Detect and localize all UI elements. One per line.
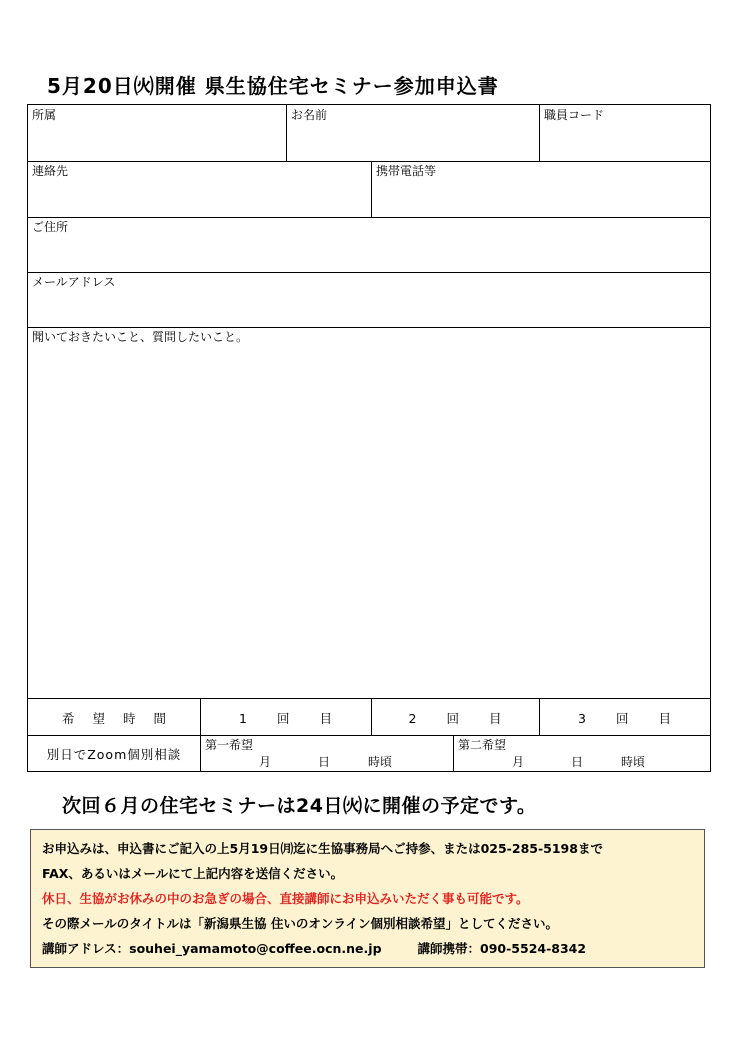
row-divider	[28, 327, 710, 328]
column-divider	[453, 735, 454, 772]
first-choice-time[interactable]: 時頃	[368, 755, 393, 769]
row-divider	[28, 698, 710, 699]
info-line-1: お申込みは、申込書にご記入の上5月19日㈪迄に生協事務局へご持参、または025-285-5198まで	[42, 841, 603, 856]
column-divider	[539, 105, 540, 161]
address-field[interactable]: ご住所	[32, 220, 69, 234]
desired-time-label: 希望時間	[61, 711, 184, 726]
row-divider	[28, 272, 710, 273]
session-2-field[interactable]: 2 回 目	[408, 711, 502, 726]
mobile-field[interactable]: 携帯電話等	[376, 164, 437, 178]
contact-field[interactable]: 連絡先	[32, 164, 69, 178]
info-line-email-title: その際メールのタイトルは「新潟県生協 住いのオンライン個別相談希望」としてください。	[42, 916, 558, 931]
info-line-holiday: 休日、生協がお休みの中のお急ぎの場合、直接講師にお申込みいただく事も可能です。	[42, 891, 529, 906]
questions-field[interactable]: 聞いておきたいこと、質問したいこと。	[32, 330, 249, 344]
row-divider	[28, 735, 710, 736]
zoom-consult-label: 別日でZoom個別相談	[46, 747, 182, 762]
instructor-contact	[42, 936, 696, 961]
info-line-2: FAX、あるいはメールにて上記内容を送信ください。	[42, 866, 344, 881]
email-field[interactable]: メールアドレス	[32, 275, 116, 289]
page-title: 5月20日㈫開催 県生協住宅セミナー参加申込書	[47, 74, 499, 98]
first-choice-label: 第一希望	[205, 738, 254, 752]
first-choice-day[interactable]: 日	[318, 755, 331, 769]
second-choice-time[interactable]: 時頃	[621, 755, 646, 769]
row-divider	[28, 161, 710, 162]
second-choice-label: 第二希望	[458, 738, 507, 752]
affiliation-field[interactable]: 所属	[32, 108, 57, 122]
instructor-phone[interactable]: 講師携帯：090-5524-8342	[417, 941, 587, 956]
session-1-field[interactable]: 1 回 目	[239, 711, 332, 726]
instructor-email[interactable]: 講師アドレス：souhei_yamamoto@coffee.ocn.ne.jp	[42, 941, 382, 956]
column-divider	[371, 161, 372, 217]
next-seminar-notice: 次回６月の住宅セミナーは24日㈫に開催の予定です。	[62, 795, 537, 817]
application-form	[27, 104, 711, 772]
session-3-field[interactable]: 3 回 目	[578, 711, 671, 726]
column-divider	[286, 105, 287, 161]
first-choice-month[interactable]: 月	[259, 755, 272, 769]
second-choice-month[interactable]: 月	[512, 755, 525, 769]
name-field[interactable]: お名前	[291, 108, 328, 122]
row-divider	[28, 217, 710, 218]
info-box	[30, 829, 705, 968]
second-choice-day[interactable]: 日	[571, 755, 584, 769]
staff-code-field[interactable]: 職員コード	[544, 108, 605, 122]
